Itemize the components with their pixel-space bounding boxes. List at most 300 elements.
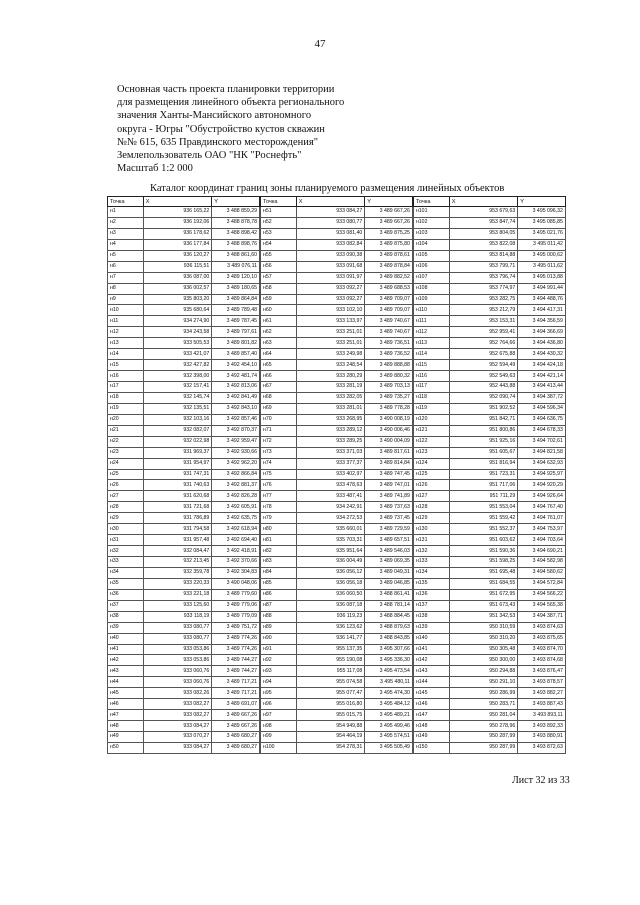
point-cell: н134	[413, 567, 449, 578]
table-row	[260, 228, 412, 239]
point-cell: н114	[413, 349, 449, 360]
point-cell: н8	[108, 283, 144, 294]
x-cell: 936 087,00	[143, 272, 212, 283]
y-cell: 3 489 667,26	[212, 710, 260, 721]
y-cell: 3 489 779,60	[212, 589, 260, 600]
x-cell: 935 951,64	[296, 546, 365, 557]
y-cell: 3 494 761,07	[518, 513, 566, 524]
x-cell: 932 359,78	[143, 567, 212, 578]
x-cell: 936 141,77	[296, 633, 365, 644]
x-cell: 950 287,99	[449, 732, 518, 743]
x-cell: 936 004,49	[296, 557, 365, 568]
table-row	[260, 535, 412, 546]
table-row	[108, 360, 260, 371]
point-cell: н102	[413, 217, 449, 228]
y-cell: 3 494 991,44	[518, 283, 566, 294]
y-cell: 3 494 488,76	[518, 294, 566, 305]
table-row	[108, 491, 260, 502]
x-cell: 932 213,45	[143, 557, 212, 568]
table-row	[108, 239, 260, 250]
table-row	[413, 666, 565, 677]
header-line: округа - Югры "Обустройство кустов скважин	[117, 123, 325, 135]
table-row	[260, 425, 412, 436]
x-cell: 933 091,68	[296, 261, 365, 272]
y-cell: 3 489 546,03	[365, 546, 413, 557]
y-cell: 3 489 774,26	[212, 633, 260, 644]
point-cell: н60	[260, 305, 296, 316]
x-cell: 933 248,54	[296, 360, 365, 371]
x-cell: 954 278,31	[296, 742, 365, 753]
y-cell: 3 495 011,42	[518, 239, 566, 250]
table-row	[413, 349, 565, 360]
point-cell: н93	[260, 666, 296, 677]
x-cell: 933 281,19	[296, 382, 365, 393]
x-cell: 933 102,10	[296, 305, 365, 316]
x-cell: 950 281,04	[449, 710, 518, 721]
x-cell: 951 925,16	[449, 436, 518, 447]
point-cell: н32	[108, 546, 144, 557]
table-row	[413, 578, 565, 589]
table-row	[260, 513, 412, 524]
y-cell: 3 492 841,49	[212, 392, 260, 403]
table-row	[413, 272, 565, 283]
x-cell: 933 268,95	[296, 414, 365, 425]
table-row	[260, 721, 412, 732]
point-cell: н95	[260, 688, 296, 699]
x-cell: 932 135,51	[143, 403, 212, 414]
x-cell: 933 280,29	[296, 371, 365, 382]
x-cell: 933 053,86	[143, 644, 212, 655]
y-cell: 3 489 046,85	[365, 578, 413, 589]
y-cell: 3 490 008,19	[365, 414, 413, 425]
table-row	[108, 436, 260, 447]
y-cell: 3 489 774,26	[212, 644, 260, 655]
x-cell: 933 053,86	[143, 655, 212, 666]
header-point: Точка	[413, 197, 449, 207]
y-cell: 3 492 418,91	[212, 546, 260, 557]
x-cell: 936 056,12	[296, 567, 365, 578]
y-cell: 3 489 703,13	[365, 382, 413, 393]
point-cell: н128	[413, 502, 449, 513]
x-cell: 933 125,60	[143, 600, 212, 611]
table-row	[260, 742, 412, 753]
x-cell: 933 092,27	[296, 294, 365, 305]
table-row	[413, 502, 565, 513]
x-cell: 955 190,08	[296, 655, 365, 666]
y-cell: 3 493 878,57	[518, 677, 566, 688]
y-cell: 3 489 688,53	[365, 283, 413, 294]
x-cell: 933 082,84	[296, 239, 365, 250]
table-row	[108, 283, 260, 294]
point-cell: н48	[108, 721, 144, 732]
x-cell: 933 505,53	[143, 338, 212, 349]
x-cell: 953 799,71	[449, 261, 518, 272]
table-row	[108, 414, 260, 425]
point-cell: н101	[413, 207, 449, 218]
x-cell: 931 954,97	[143, 458, 212, 469]
point-cell: н143	[413, 666, 449, 677]
header-x: X	[449, 197, 518, 207]
x-cell: 952 959,41	[449, 327, 518, 338]
table-row	[108, 469, 260, 480]
y-cell: 3 492 843,10	[212, 403, 260, 414]
coordinate-table	[107, 196, 260, 754]
table-row	[260, 699, 412, 710]
table-row	[108, 666, 260, 677]
header-y: Y	[365, 197, 413, 207]
table-row	[413, 316, 565, 327]
y-cell: 3 492 605,91	[212, 502, 260, 513]
table-row	[260, 677, 412, 688]
y-cell: 3 489 744,27	[212, 666, 260, 677]
point-cell: н146	[413, 699, 449, 710]
point-cell: н119	[413, 403, 449, 414]
x-cell: 954 464,19	[296, 732, 365, 743]
x-cell: 931 747,31	[143, 469, 212, 480]
table-row	[108, 557, 260, 568]
y-cell: 3 488 861,41	[365, 589, 413, 600]
sheet-label: Лист 32 из 33	[512, 775, 570, 786]
y-cell: 3 489 737,63	[365, 502, 413, 513]
table-row	[413, 491, 565, 502]
table-row	[413, 524, 565, 535]
point-cell: н58	[260, 283, 296, 294]
table-row	[413, 622, 565, 633]
x-cell: 933 371,03	[296, 447, 365, 458]
y-cell: 3 494 690,21	[518, 546, 566, 557]
y-cell: 3 489 657,51	[365, 535, 413, 546]
x-cell: 936 087,18	[296, 600, 365, 611]
table-row	[260, 414, 412, 425]
y-cell: 3 493 875,65	[518, 633, 566, 644]
x-cell: 950 278,96	[449, 721, 518, 732]
y-cell: 3 494 366,69	[518, 327, 566, 338]
y-cell: 3 489 747,01	[365, 480, 413, 491]
x-cell: 951 673,43	[449, 600, 518, 611]
table-row	[260, 447, 412, 458]
x-cell: 933 090,38	[296, 250, 365, 261]
table-row	[260, 502, 412, 513]
y-cell: 3 492 304,83	[212, 567, 260, 578]
table-row	[413, 710, 565, 721]
x-cell: 933 487,41	[296, 491, 365, 502]
y-cell: 3 492 481,74	[212, 371, 260, 382]
point-cell: н150	[413, 742, 449, 753]
table-header-row	[413, 197, 565, 207]
x-cell: 933 133,97	[296, 316, 365, 327]
table-row	[260, 261, 412, 272]
y-cell: 3 495 096,32	[518, 207, 566, 218]
point-cell: н26	[108, 480, 144, 491]
y-cell: 3 488 861,60	[212, 250, 260, 261]
point-cell: н107	[413, 272, 449, 283]
header-line: Землепользователь ОАО "НК "Роснефть"	[117, 150, 302, 162]
y-cell: 3 493 887,43	[518, 699, 566, 710]
y-cell: 3 492 930,66	[212, 447, 260, 458]
point-cell: н116	[413, 371, 449, 382]
y-cell: 3 490 004,09	[365, 436, 413, 447]
table-header-row	[260, 197, 412, 207]
table-row	[108, 403, 260, 414]
x-cell: 936 002,57	[143, 283, 212, 294]
point-cell: н68	[260, 392, 296, 403]
point-cell: н70	[260, 414, 296, 425]
y-cell: 3 494 387,71	[518, 611, 566, 622]
point-cell: н40	[108, 633, 144, 644]
table-row	[413, 677, 565, 688]
y-cell: 3 489 709,07	[365, 305, 413, 316]
x-cell: 955 117,08	[296, 666, 365, 677]
point-cell: н103	[413, 228, 449, 239]
header-point: Точка	[260, 197, 296, 207]
point-cell: н41	[108, 644, 144, 655]
table-row	[260, 250, 412, 261]
table-row	[108, 710, 260, 721]
x-cell: 934 243,58	[143, 327, 212, 338]
x-cell: 933 281,01	[296, 403, 365, 414]
point-cell: н45	[108, 688, 144, 699]
x-cell: 932 427,82	[143, 360, 212, 371]
point-cell: н16	[108, 371, 144, 382]
x-cell: 933 081,40	[296, 228, 365, 239]
point-cell: н9	[108, 294, 144, 305]
point-cell: н43	[108, 666, 144, 677]
table-row	[108, 524, 260, 535]
point-cell: н4	[108, 239, 144, 250]
table-row	[108, 382, 260, 393]
point-cell: н137	[413, 600, 449, 611]
table-row	[413, 742, 565, 753]
y-cell: 3 494 421,14	[518, 371, 566, 382]
point-cell: н56	[260, 261, 296, 272]
y-cell: 3 489 779,09	[212, 611, 260, 622]
x-cell: 933 091,97	[296, 272, 365, 283]
point-cell: н76	[260, 480, 296, 491]
point-cell: н67	[260, 382, 296, 393]
x-cell: 951 800,86	[449, 425, 518, 436]
table-row	[260, 283, 412, 294]
y-cell: 3 489 797,61	[212, 327, 260, 338]
header-line: Основная часть проекта планировки территории	[117, 84, 335, 95]
table-row	[260, 403, 412, 414]
table-row	[413, 207, 565, 218]
x-cell: 951 553,04	[449, 502, 518, 513]
y-cell: 3 495 000,62	[518, 250, 566, 261]
y-cell: 3 489 049,31	[365, 567, 413, 578]
table-row	[260, 305, 412, 316]
point-cell: н52	[260, 217, 296, 228]
x-cell: 951 695,48	[449, 567, 518, 578]
y-cell: 3 489 787,45	[212, 316, 260, 327]
point-cell: н63	[260, 338, 296, 349]
y-cell: 3 493 874,68	[518, 655, 566, 666]
table-row	[260, 294, 412, 305]
table-row	[413, 403, 565, 414]
y-cell: 3 488 898,76	[212, 239, 260, 250]
y-cell: 3 493 872,63	[518, 742, 566, 753]
y-cell: 3 492 454,10	[212, 360, 260, 371]
y-cell: 3 489 737,45	[365, 513, 413, 524]
x-cell: 931 740,63	[143, 480, 212, 491]
y-cell: 3 492 370,66	[212, 557, 260, 568]
point-cell: н118	[413, 392, 449, 403]
point-cell: н131	[413, 535, 449, 546]
table-row	[260, 360, 412, 371]
y-cell: 3 495 085,85	[518, 217, 566, 228]
y-cell: 3 489 740,67	[365, 316, 413, 327]
table-row	[260, 688, 412, 699]
x-cell: 934 272,53	[296, 513, 365, 524]
x-cell: 951 902,52	[449, 403, 518, 414]
y-cell: 3 495 499,46	[365, 721, 413, 732]
point-cell: н94	[260, 677, 296, 688]
y-cell: 3 493 874,70	[518, 644, 566, 655]
table-row	[413, 480, 565, 491]
table-row	[108, 294, 260, 305]
x-cell: 933 060,76	[143, 677, 212, 688]
table-row	[108, 502, 260, 513]
x-cell: 955 077,47	[296, 688, 365, 699]
table-row	[260, 469, 412, 480]
x-cell: 936 056,18	[296, 578, 365, 589]
y-cell: 3 489 744,27	[212, 655, 260, 666]
y-cell: 3 492 881,37	[212, 480, 260, 491]
point-cell: н36	[108, 589, 144, 600]
y-cell: 3 490 006,46	[365, 425, 413, 436]
y-cell: 3 492 618,94	[212, 524, 260, 535]
header-line: для размещения линейного объекта регионального	[117, 97, 345, 109]
coordinate-tables	[107, 196, 563, 752]
point-cell: н105	[413, 250, 449, 261]
table-row	[260, 732, 412, 743]
y-cell: 3 494 572,84	[518, 578, 566, 589]
x-cell: 936 120,27	[143, 250, 212, 261]
x-cell: 936 119,23	[296, 611, 365, 622]
y-cell: 3 489 729,59	[365, 524, 413, 535]
y-cell: 3 488 781,14	[365, 600, 413, 611]
point-cell: н81	[260, 535, 296, 546]
point-cell: н66	[260, 371, 296, 382]
y-cell: 3 489 667,26	[365, 207, 413, 218]
point-cell: н75	[260, 469, 296, 480]
point-cell: н21	[108, 425, 144, 436]
y-cell: 3 494 565,38	[518, 600, 566, 611]
x-cell: 935 703,31	[296, 535, 365, 546]
table-row	[260, 589, 412, 600]
point-cell: н82	[260, 546, 296, 557]
y-cell: 3 489 691,07	[212, 699, 260, 710]
table-row	[260, 392, 412, 403]
y-cell: 3 492 826,28	[212, 491, 260, 502]
x-cell: 933 084,27	[143, 721, 212, 732]
table-row	[108, 228, 260, 239]
x-cell: 933 080,77	[143, 622, 212, 633]
table-row	[260, 524, 412, 535]
x-cell: 933 251,01	[296, 327, 365, 338]
point-cell: н80	[260, 524, 296, 535]
table-row	[413, 217, 565, 228]
x-cell: 933 080,77	[143, 633, 212, 644]
table-row	[108, 578, 260, 589]
point-cell: н121	[413, 425, 449, 436]
point-cell: н104	[413, 239, 449, 250]
table-row	[413, 535, 565, 546]
y-cell: 3 493 893,11	[518, 710, 566, 721]
y-cell: 3 494 703,64	[518, 535, 566, 546]
x-cell: 951 342,53	[449, 611, 518, 622]
x-cell: 950 291,10	[449, 677, 518, 688]
point-cell: н139	[413, 622, 449, 633]
y-cell: 3 489 779,06	[212, 600, 260, 611]
x-cell: 955 137,35	[296, 644, 365, 655]
x-cell: 933 221,18	[143, 589, 212, 600]
x-cell: 952 443,88	[449, 382, 518, 393]
x-cell: 951 598,25	[449, 557, 518, 568]
x-cell: 932 022,98	[143, 436, 212, 447]
point-cell: н54	[260, 239, 296, 250]
x-cell: 953 796,74	[449, 272, 518, 283]
y-cell: 3 489 717,21	[212, 688, 260, 699]
x-cell: 933 249,98	[296, 349, 365, 360]
y-cell: 3 494 678,33	[518, 425, 566, 436]
y-cell: 3 489 120,10	[212, 272, 260, 283]
y-cell: 3 492 959,47	[212, 436, 260, 447]
y-cell: 3 494 430,32	[518, 349, 566, 360]
point-cell: н97	[260, 710, 296, 721]
x-cell: 951 552,37	[449, 524, 518, 535]
y-cell: 3 494 702,61	[518, 436, 566, 447]
x-cell: 931 620,68	[143, 491, 212, 502]
point-cell: н136	[413, 589, 449, 600]
x-cell: 931 786,89	[143, 513, 212, 524]
table-row	[413, 436, 565, 447]
point-cell: н13	[108, 338, 144, 349]
table-row	[260, 480, 412, 491]
y-cell: 3 492 857,46	[212, 414, 260, 425]
x-cell: 933 478,63	[296, 480, 365, 491]
table-row	[413, 546, 565, 557]
point-cell: н25	[108, 469, 144, 480]
y-cell: 3 492 635,75	[212, 513, 260, 524]
point-cell: н38	[108, 611, 144, 622]
x-cell: 951 842,71	[449, 414, 518, 425]
table-row	[108, 250, 260, 261]
table-row	[413, 338, 565, 349]
x-cell: 936 060,50	[296, 589, 365, 600]
table-row	[413, 327, 565, 338]
point-cell: н83	[260, 557, 296, 568]
table-row	[260, 578, 412, 589]
x-cell: 955 074,58	[296, 677, 365, 688]
point-cell: н34	[108, 567, 144, 578]
point-cell: н117	[413, 382, 449, 393]
point-cell: н1	[108, 207, 144, 218]
x-cell: 936 178,62	[143, 228, 212, 239]
y-cell: 3 495 307,66	[365, 644, 413, 655]
point-cell: н112	[413, 327, 449, 338]
point-cell: н89	[260, 622, 296, 633]
x-cell: 931 794,58	[143, 524, 212, 535]
y-cell: 3 495 011,62	[518, 261, 566, 272]
table-row	[413, 721, 565, 732]
point-cell: н86	[260, 589, 296, 600]
table-row	[260, 546, 412, 557]
y-cell: 3 494 753,97	[518, 524, 566, 535]
x-cell: 933 118,19	[143, 611, 212, 622]
table-row	[260, 567, 412, 578]
y-cell: 3 493 874,63	[518, 622, 566, 633]
x-cell: 952 549,63	[449, 371, 518, 382]
